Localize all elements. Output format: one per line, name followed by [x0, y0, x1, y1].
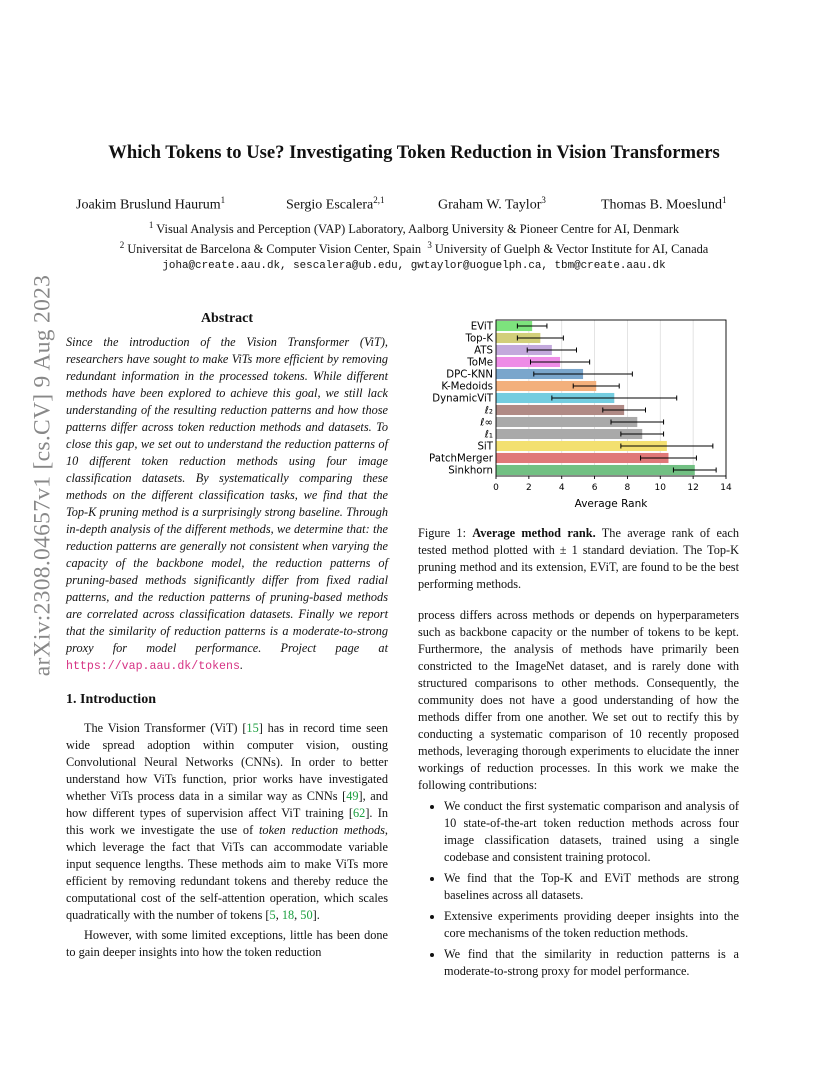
category-label: ATS: [474, 345, 493, 357]
category-label: PatchMerger: [429, 453, 493, 465]
author-3: Graham W. Taylor$^3$: [438, 195, 546, 213]
contributions-list: [418, 798, 739, 980]
intro-heading: 1. Introduction: [66, 692, 156, 707]
contribution-item: • We find that the similarity in reduction patterns is a moderate-to-strong proxy for model performance.: [444, 946, 739, 980]
contribution-item: • We find that the Top-K and EViT methods are strong baselines across all datasets.: [444, 870, 739, 904]
x-tick-label: 4: [558, 483, 565, 493]
x-axis-label: Average Rank: [574, 498, 648, 510]
citation-link[interactable]: 50: [300, 908, 313, 922]
bar: [496, 465, 695, 475]
abstract-heading: Abstract: [200, 311, 254, 326]
author-emails: joha@create.aau.dk, sescalera@ub.edu, gwtaylor@uoguelph.ca, tbm@create.aau.dk: [162, 260, 666, 272]
citation-link[interactable]: 62: [353, 806, 366, 820]
figure-1-caption: Figure 1: Average method rank. The average rank of each tested method plotted with ± 1 standard deviation. The Top-K pruning method and its extension, EViT, are found to be the best performing methods.: [418, 526, 739, 591]
category-label: Sinkhorn: [448, 465, 493, 477]
category-label: EViT: [470, 321, 493, 333]
contribution-item: • We conduct the first systematic comparison and analysis of 10 state-of-the-art token reduction methods across four image classification datasets, trained using a single codebase and consistent training protocol.: [444, 798, 739, 866]
intro-paragraph-3: process differs across methods or depends on hyperparameters such as backbone capacity or the number of tokens to be kept. Furthermore, the analysis of methods have primarily been constricted to the ImageNet dataset, and is rarely done with structured comparisons to other methods. Consequently, the community does not have a good understanding of how the methods differ from one another. We set out to rectify this by conducting a systematic comparison of 10 recently proposed methods, leveraging thorough experiments to elucidate the inner workings of reduction processes. In this work we make the following contributions:: [418, 608, 739, 792]
author-4: Thomas B. Moeslund$^1$: [601, 195, 727, 213]
average-rank-chart: [429, 312, 740, 514]
category-label: ℓ₂: [484, 405, 493, 417]
x-tick-label: 8: [624, 483, 631, 493]
arxiv-stamp: arXiv:2308.04657v1 [cs.CV] 9 Aug 2023: [29, 274, 56, 677]
citation-link[interactable]: 49: [346, 789, 359, 803]
intro-body: [66, 720, 388, 961]
category-label: DynamicViT: [432, 393, 493, 405]
author-1: Joakim Bruslund Haurum$^1$: [76, 195, 226, 213]
x-tick-label: 6: [591, 483, 598, 493]
author-2: Sergio Escalera$^{2,1}$: [286, 195, 385, 213]
citation-link[interactable]: 18: [281, 908, 295, 922]
category-label: ℓ₁: [484, 429, 493, 441]
x-tick-label: 12: [687, 483, 699, 493]
right-column-text: [418, 607, 739, 984]
x-tick-label: 2: [525, 483, 532, 493]
citation-link[interactable]: 15: [246, 721, 259, 735]
category-label: K-Medoids: [441, 381, 493, 393]
intro-paragraph-1: The Vision Transformer (ViT) [15] has in record time seen wide spread adoption within computer vision, ousting Convolutional Neural Networks (CNNs). In order to better understand how ViTs function, prior works have investigated whether ViTs process data in a similar way as CNNs [49], and how different types of supervision affect ViT training [62]. In this work we investigate the use of token reduction methods, which leverage the fact that ViTs can accommodate variable input sequence lengths. These methods aim to make ViTs more efficient by removing redundant tokens and thereby reduce the computational cost of the self-attention operation, which scales quadratically with the number of tokens [5, 18, 50].: [66, 721, 389, 922]
project-page-link[interactable]: https://vap.aau.dk/tokens: [66, 660, 240, 673]
category-label: DPC-KNN: [446, 369, 493, 381]
x-tick-label: 0: [493, 483, 499, 493]
bar: [496, 429, 642, 439]
affiliation-1: $^1$ Visual Analysis and Perception (VAP) Laboratory, Aalborg University & Pioneer Centre for AI, Denmark: [148, 220, 680, 237]
intro-paragraph-2: However, with some limited exceptions, little has been done to gain deeper insights into how the token reduction: [66, 928, 388, 959]
x-tick-label: 14: [720, 483, 732, 493]
x-tick-label: 10: [654, 483, 667, 493]
paper-title: Which Tokens to Use? Investigating Token Reduction in Vision Transformers: [108, 142, 720, 163]
category-label: Top-K: [465, 333, 493, 345]
citation-link[interactable]: 5: [269, 908, 276, 922]
category-label: ToMe: [467, 357, 493, 369]
category-label: SiT: [477, 441, 493, 453]
contribution-item: • Extensive experiments providing deeper insights into the core mechanisms of the token reduction methods.: [444, 908, 739, 942]
category-label: ℓ∞: [480, 417, 493, 429]
affiliation-2-3: $^2$ Universitat de Barcelona & Computer Vision Center, Spain $^3$ University of Guelph & Vector Institute for AI, Canada: [119, 240, 709, 257]
abstract-body: Since the introduction of the Vision Transformer (ViT), researchers have sought to make ViTs more efficient by removing redundant information in the processed tokens. While different methods have been explored to achieve this goal, we still lack understanding of the resulting reduction patterns and how those patterns differ across token reduction methods and datasets. To close this gap, we set out to understand the reduction patterns of 10 different token reduction methods using four image classification datasets. By systematically comparing these methods on the different classification tasks, we find that the Top-K pruning method is a surprisingly strong baseline. Through in-depth analysis of the different methods, we determine that: the reduction patterns are generally not consistent when varying the capacity of the backbone model, the reduction patterns of pruning-based methods significantly differ from fixed radial patterns, and the reduction patterns of pruning-based methods are correlated across classification datasets. Finally we report that the similarity of reduction patterns is a moderate-to-strong proxy for model performance. Project page at https://vap.aau.dk/tokens.: [66, 335, 388, 673]
